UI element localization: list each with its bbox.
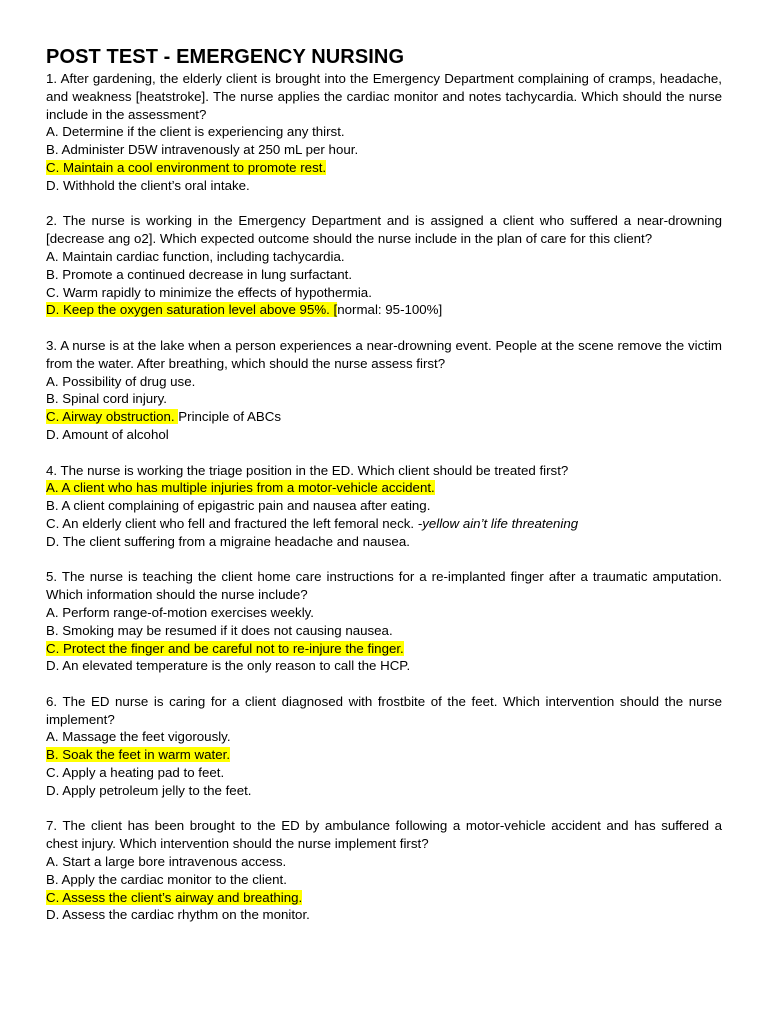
answer-note: Principle of ABCs xyxy=(178,409,282,425)
answer-highlight: C. Maintain a cool environment to promote rest. xyxy=(46,159,327,175)
spacer xyxy=(46,319,722,337)
option-a: A. Possibility of drug use. xyxy=(46,373,196,389)
answer-highlight: D. Keep the oxygen saturation level above 95%. [ xyxy=(46,302,338,318)
question-text: 2. The nurse is working in the Emergency Department and is assigned a client who suffered a near-drowning [decrease ang o2]. Which expected outcome should the nurse include in the plan of care for this client? xyxy=(46,213,722,247)
answer-highlight: C. Airway obstruction. xyxy=(46,409,179,425)
answer-highlight: B. Soak the feet in warm water. xyxy=(46,747,231,763)
question-text: 3. A nurse is at the lake when a person experiences a near-drowning event. People at the scene remove the victim from the water. After breathing, which should the nurse assess first? xyxy=(46,337,722,371)
option-b: B. Apply the cardiac monitor to the client. xyxy=(46,871,287,887)
option-d: D. Amount of alcohol xyxy=(46,426,169,442)
option-c-answer xyxy=(46,159,722,177)
option-a: A. Maintain cardiac function, including tachycardia. xyxy=(46,248,345,264)
option-c-answer xyxy=(46,408,722,426)
option-a-answer xyxy=(46,479,722,497)
option-d-answer xyxy=(46,301,722,319)
answer-note: -yellow ain’t life threatening xyxy=(417,515,579,531)
spacer xyxy=(46,551,722,569)
spacer xyxy=(46,195,722,213)
option-b: B. Spinal cord injury. xyxy=(46,391,167,407)
answer-note: normal: 95-100%] xyxy=(337,302,443,318)
option-a: A. Start a large bore intravenous access. xyxy=(46,854,287,870)
question-text: 5. The nurse is teaching the client home care instructions for a re-implanted finger after a traumatic amputation. Which information should the nurse include? xyxy=(46,569,722,603)
question-7 xyxy=(46,817,722,924)
option-b: B. Administer D5W intravenously at 250 mL per hour. xyxy=(46,142,359,158)
answer-highlight: C. Protect the finger and be careful not to re-injure the finger. xyxy=(46,640,404,656)
answer-highlight: A. A client who has multiple injuries from a motor-vehicle accident. xyxy=(46,480,435,496)
option-b: B. Smoking may be resumed if it does not causing nausea. xyxy=(46,622,393,638)
option-a: A. Perform range-of-motion exercises weekly. xyxy=(46,604,315,620)
option-d: D. The client suffering from a migraine headache and nausea. xyxy=(46,533,410,549)
option-d: D. An elevated temperature is the only reason to call the HCP. xyxy=(46,658,411,674)
option-b: B. Promote a continued decrease in lung surfactant. xyxy=(46,266,353,282)
question-text: 7. The client has been brought to the ED by ambulance following a motor-vehicle accident and has suffered a chest injury. Which intervention should the nurse implement first? xyxy=(46,818,722,852)
option-d: D. Assess the cardiac rhythm on the monitor. xyxy=(46,907,310,923)
page-title: POST TEST - EMERGENCY NURSING xyxy=(46,46,405,68)
question-text: 4. The nurse is working the triage position in the ED. Which client should be treated first? xyxy=(46,462,569,478)
spacer xyxy=(46,675,722,693)
option-a: A. Determine if the client is experiencing any thirst. xyxy=(46,124,345,140)
question-2 xyxy=(46,212,722,319)
option-d: D. Withhold the client’s oral intake. xyxy=(46,177,250,193)
option-c: C. Apply a heating pad to feet. xyxy=(46,765,225,781)
option-b-answer xyxy=(46,746,722,764)
answer-highlight: C. Assess the client’s airway and breathing. xyxy=(46,889,303,905)
option-c: C. Warm rapidly to minimize the effects of hypothermia. xyxy=(46,284,372,300)
option-c: C. An elderly client who fell and fractured the left femoral neck. -yellow ain’t life threatening xyxy=(46,515,579,531)
option-b: B. A client complaining of epigastric pain and nausea after eating. xyxy=(46,498,431,514)
question-4 xyxy=(46,462,722,551)
question-1 xyxy=(46,70,722,195)
question-text: 1. After gardening, the elderly client is brought into the Emergency Department complaining of cramps, headache, and weakness [heatstroke]. The nurse applies the cardiac monitor and notes tachycardia. Which should the nurse include in the assessment? xyxy=(46,71,722,122)
spacer xyxy=(46,444,722,462)
question-5 xyxy=(46,568,722,675)
option-d: D. Apply petroleum jelly to the feet. xyxy=(46,782,252,798)
option-c-answer xyxy=(46,640,722,658)
question-text: 6. The ED nurse is caring for a client diagnosed with frostbite of the feet. Which intervention should the nurse implement? xyxy=(46,693,722,727)
question-6 xyxy=(46,693,722,800)
option-c-answer xyxy=(46,889,722,907)
question-3 xyxy=(46,337,722,444)
option-a: A. Massage the feet vigorously. xyxy=(46,729,231,745)
spacer xyxy=(46,800,722,818)
